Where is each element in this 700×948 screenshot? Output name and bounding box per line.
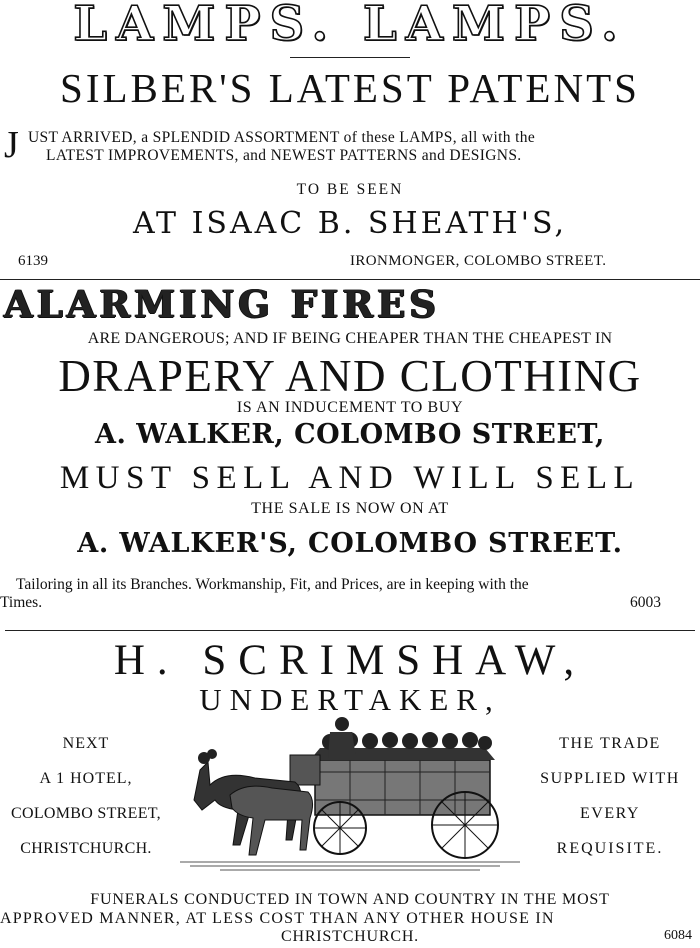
hearse-engraving-icon — [180, 700, 520, 875]
lamps-ref: 6139 — [18, 253, 48, 269]
divider-2 — [5, 630, 695, 631]
divider-1 — [0, 279, 700, 280]
walker-ref: 6003 — [630, 594, 661, 611]
tailoring-line-1: Tailoring in all its Branches. Workmanship, Fit, and Prices, are in keeping with the — [16, 576, 529, 593]
trade-line-1: THE TRADE — [559, 735, 661, 752]
tailoring-line-2: Times. — [0, 594, 43, 611]
scrimshaw-ref: 6084 — [664, 928, 692, 943]
drapery-clothing: DRAPERY AND CLOTHING — [58, 351, 642, 401]
funerals-line-3: CHRISTCHURCH. — [281, 928, 419, 945]
funerals-line-2: APPROVED MANNER, AT LESS COST THAN ANY OTHER HOUSE IN — [0, 910, 555, 927]
trade-line-2: SUPPLIED WITH — [540, 770, 680, 787]
trade-line-3: EVERY — [580, 805, 640, 822]
drop-cap: J — [4, 124, 19, 166]
funerals-line-1: FUNERALS CONDUCTED IN TOWN AND COUNTRY IN THE MOST — [90, 891, 610, 908]
walker-name-2: A. WALKER'S, COLOMBO STREET. — [77, 528, 623, 559]
walker-name: A. WALKER, COLOMBO STREET, — [95, 419, 605, 450]
walker-line-2: IS AN INDUCEMENT TO BUY — [236, 399, 464, 416]
sale-now-on: THE SALE IS NOW ON AT — [251, 500, 449, 517]
address-next: NEXT — [62, 735, 110, 752]
must-sell: MUST SELL AND WILL SELL — [59, 460, 641, 496]
undertaker-title: UNDERTAKER, — [199, 682, 501, 717]
trade-line-4: REQUISITE. — [556, 840, 664, 857]
alarming-fires-headline: ALARMING FIRES — [4, 282, 440, 326]
walker-line-1: ARE DANGEROUS; AND IF BEING CHEAPER THAN THE CHEAPEST IN — [87, 330, 613, 347]
lamps-line-2: LATEST IMPROVEMENTS, and NEWEST PATTERNS and DESIGNS. — [46, 147, 522, 164]
address-hotel: A 1 HOTEL, — [39, 770, 133, 787]
lamps-headline: LAMPS. LAMPS. — [73, 0, 627, 52]
scrimshaw-name: H. SCRIMSHAW, — [113, 637, 587, 684]
sheath-name: AT ISAAC B. SHEATH'S, — [133, 206, 567, 241]
to-be-seen: TO BE SEEN — [296, 181, 404, 198]
lamps-line-1: UST ARRIVED, a SPLENDID ASSORTMENT of these LAMPS, all with the — [28, 129, 536, 146]
silbers-title: SILBER'S LATEST PATENTS — [60, 65, 640, 111]
address-street: COLOMBO STREET, — [11, 805, 161, 822]
lamps-address: IRONMONGER, COLOMBO STREET. — [350, 253, 607, 269]
address-city: CHRISTCHURCH. — [20, 840, 152, 857]
short-rule — [290, 57, 410, 58]
